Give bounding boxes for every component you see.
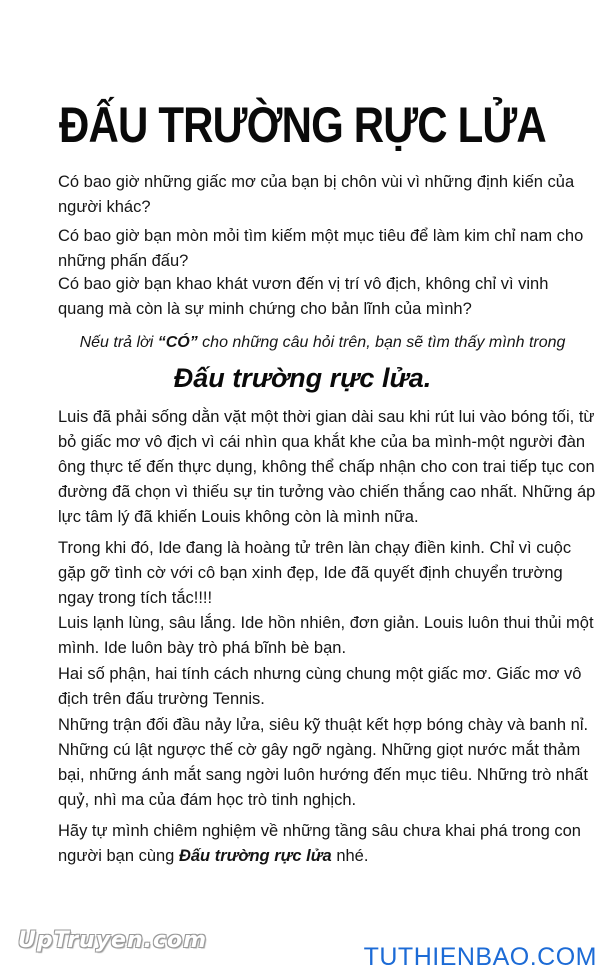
question-1: Có bao giờ những giấc mơ của bạn bị chôn vùi vì những định kiến của người khác? [58,173,575,216]
closing-paragraph [58,819,598,869]
intro-line [40,332,605,354]
intro-emphasis: “CÓ” [157,334,198,351]
page-title: ĐẤU TRƯỜNG RỰC LỬA [59,97,546,153]
question-3: Có bao giờ bạn khao khát vươn đến vị trí vô địch, không chỉ vì vinh quang mà còn là sự minh chứng cho bản lĩnh của mình? [58,275,549,318]
closing-after: nhé. [331,847,369,865]
paragraph-dream: Hai số phận, hai tính cách nhưng cùng chung một giấc mơ. Giấc mơ vô địch trên đấu trường Tennis. [58,665,582,708]
paragraph-contrast: Luis lạnh lùng, sâu lắng. Ide hồn nhiên, đơn giản. Louis luôn thui thủi một mình. Ide luôn bày trò phá bĩnh bè bạn. [58,614,594,657]
paragraph-matches: Những trận đối đầu nảy lửa, siêu kỹ thuật kết hợp bóng chày và banh nỉ. Những cú lật ngược thế cờ gây ngỡ ngàng. Những giọt nước mắt thảm bại, những ánh mắt sang ngời luôn hướng đến mục tiêu. Những trò nhất quỷ, nhì ma của đám học trò tinh nghịch. [58,716,589,809]
intro-before: Nếu trả lời [79,334,158,351]
subtitle: Đấu trường rực lửa. [173,363,432,393]
intro-after: cho những câu hỏi trên, bạn sẽ tìm thấy mình trong [197,334,566,351]
paragraph-luis: Luis đã phải sống dằn vặt một thời gian dài sau khi rút lui vào bóng tối, từ bỏ giấc mơ vô địch vì cái nhìn qua khắt khe của ba mình-một người đàn ông thực tế đến thực dụng, không thể chấp nhận cho con trai tiếp tục con đường đã chọn vì thiếu sự tin tưởng vào chiến thắng cao nhất. Những áp lực tâm lý đã khiến Louis không còn là mình nữa. [58,408,596,526]
closing-emphasis: Đấu trường rực lửa [178,847,332,865]
question-2: Có bao giờ bạn mòn mỏi tìm kiếm một mục tiêu để làm kim chỉ nam cho những phấn đấu? [58,227,584,270]
watermark-tuthienbao: TUTHIENBAO.COM [363,943,597,971]
closing-before: Hãy tự mình chiêm nghiệm về những tầng sâu chưa khai phá trong con người bạn cùng [58,822,581,865]
watermark-uptruyen: UpTruyen.com [18,928,208,953]
paragraph-ide: Trong khi đó, Ide đang là hoàng tử trên làn chạy điền kinh. Chỉ vì cuộc gặp gỡ tình cờ với cô bạn xinh đẹp, Ide đã quyết định chuyển trường ngay trong tích tắc!!!! [58,539,572,607]
